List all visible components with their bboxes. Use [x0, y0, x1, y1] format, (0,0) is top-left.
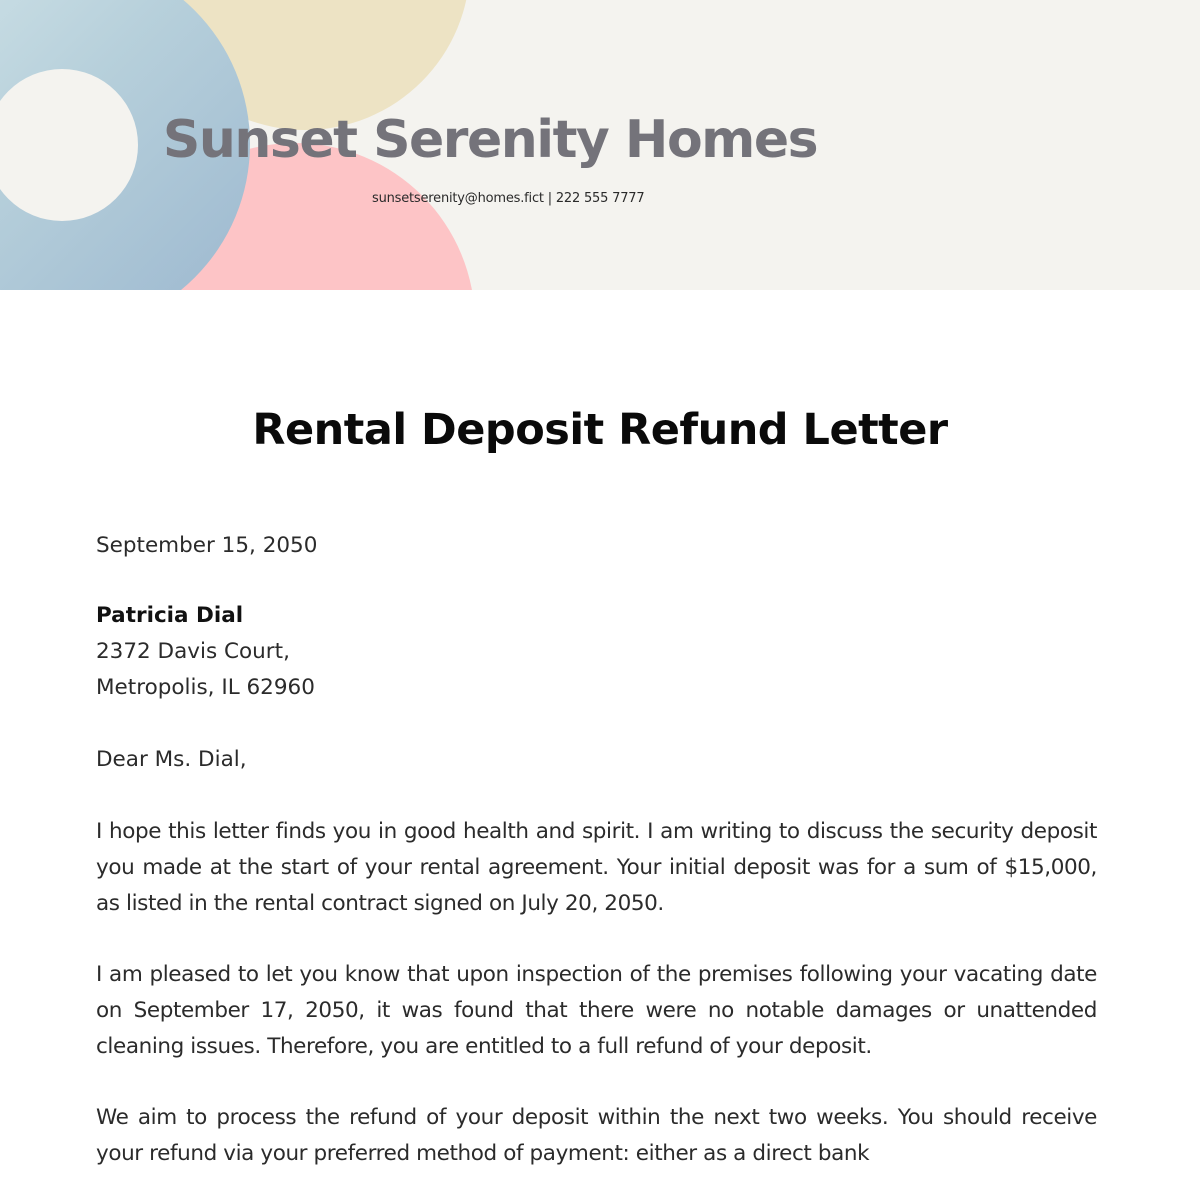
company-name: Sunset Serenity Homes	[162, 110, 818, 170]
recipient-address-line2: Metropolis, IL 62960	[96, 675, 315, 700]
recipient-address-line1: 2372 Davis Court,	[96, 639, 290, 664]
recipient-name: Patricia Dial	[96, 603, 244, 628]
document-title: Rental Deposit Refund Letter	[252, 405, 948, 455]
company-contact: sunsetserenity@homes.fict | 222 555 7777	[372, 191, 645, 206]
letter-body	[96, 528, 1097, 1200]
company-name-container	[0, 110, 980, 170]
paragraph-refund-process: We aim to process the refund of your deposit within the next two weeks. You should receive your refund via your preferred method of payment: either as a direct bank	[96, 1105, 1097, 1166]
letterhead	[0, 0, 1200, 290]
paragraph-deposit-info: I hope this letter finds you in good health and spirit. I am writing to discuss the security deposit you made at the start of your rental agreement. Your initial deposit was for a sum of $15,000, as listed in the rental contract signed on July 20, 2050.	[96, 819, 1097, 916]
paragraph-inspection-result: I am pleased to let you know that upon inspection of the premises following your vacating date on September 17, 2050, it was found that there were no notable damages or unattended cleaning issues. Therefore, you are entitled to a full refund of your deposit.	[96, 962, 1097, 1059]
recipient-block	[96, 598, 1097, 706]
salutation: Dear Ms. Dial,	[96, 747, 247, 772]
letter-date: September 15, 2050	[96, 533, 318, 558]
